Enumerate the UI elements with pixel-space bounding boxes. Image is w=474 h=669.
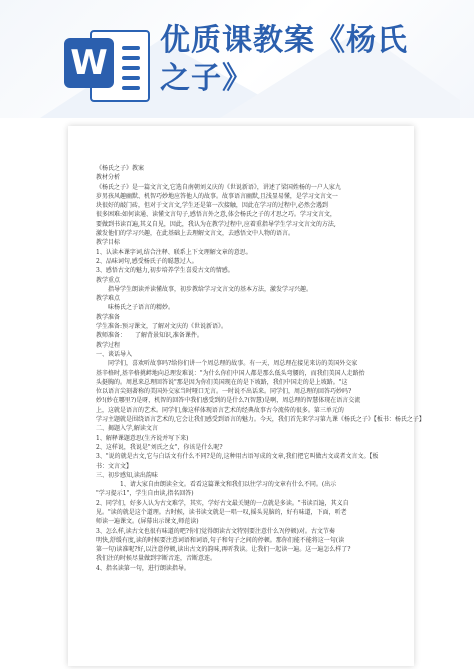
document-line: 激发他们的学习兴趣，在此基础上去理解文言文，去感悟文中人物的语言。	[96, 230, 295, 238]
document-line: 同学们，喜欢听故事吗?给你们讲一个周总理的故事。有一天，周总理在接见来访的美国外交家	[108, 360, 358, 368]
document-line: 见。"读的就是这个道理。古时候，读书读文就是一唱一叹,摇头晃脑的，好有味道，下面，听老	[96, 508, 347, 516]
document-line: 2、品味词句,感受杨氏子的聪慧过人。	[96, 257, 198, 265]
document-line: 二、揭题入学,解读文言	[96, 425, 158, 433]
document-line: 很多困难:如何读通、读懂文言句子,感悟言外之意,体会杨氏之子的才思之巧。学习文言文，	[96, 211, 336, 219]
document-line: 3、感悟古文的魅力,初步培养学生喜爱古文的情感。	[96, 267, 234, 275]
document-line: 要做到书读百遍,其义自见，因此，我认为在教学过程中,应着重指导学生学习文言文的方法,	[96, 220, 336, 228]
document-line: 教学难点	[96, 295, 121, 303]
document-line: 味杨氏之子语言的精妙。	[108, 304, 175, 312]
document-line: 我们注的时候尽量做到字断音连，音断意连。	[96, 555, 217, 563]
document-line: 1、解释课题意思(生齐说并写下来)	[96, 434, 189, 442]
document-line: 学生准备:预习课文，了解对文庆的《世说新语》。	[96, 323, 228, 331]
document-body	[96, 164, 425, 573]
document-line: 头挺胸的。周恩来总理回答说"那是因为你们美国现在的是下坡路，我们中国走的是上坡路。"这	[96, 378, 348, 386]
header-banner	[0, 0, 474, 118]
document-page	[68, 126, 425, 666]
document-line: 位以语言尖刻著称的美国外交家当时哑口无言。一时说不出话来。同学们，周总理的回答巧妙吗?	[96, 388, 352, 396]
document-line: 4、指名读第一句，进行朗读指导。	[96, 564, 190, 572]
document-line: 块很好的敲门砖，但对于文言文,学生还是第一次接触，因此在学习的过程中,必然会遇到	[96, 202, 328, 210]
document-line: 教学目标	[96, 239, 121, 247]
document-line: 《杨氏之子》教案	[96, 165, 145, 172]
word-logo	[64, 28, 148, 100]
document-line: 上，这就是语言的艺术。同学们,像这样体现语言艺术的经典故事古今流传的很多。第三单元的	[96, 406, 344, 414]
document-line: 2、同学们，好多人认为古文难学，其实，学好古文最关键的一点就是多读。"书读百遍，其义自	[96, 499, 349, 507]
document-line: 3、"说的就是古文,它与白话文有什么不同?是的,这种用古语写成的文章,我们把它叫做古文或者文言文。【板	[96, 453, 379, 461]
document-line: 教学重点	[96, 276, 121, 284]
title-line-2: 之子》	[160, 61, 253, 96]
document-line: 教学过程	[96, 341, 121, 349]
document-line: 教学准备	[96, 313, 121, 321]
document-line: 3、怎么样,读古文也很有味道的吧?你们觉得朗读古文特别要注意什么?(停顿)对。古文节奏	[96, 527, 335, 535]
document-line: "学习提示1"，学生自由读,指名回答)	[96, 490, 194, 498]
document-line: 1、请大家自由朗读全文。看看这篇课文和我们以往学习的文章有什么不同。(出示	[120, 481, 337, 489]
document-line: 三、初步感知,读出韵味	[96, 471, 158, 479]
document-line: 教材分析	[96, 174, 121, 182]
document-line: 《杨氏之子》是一篇文言文,它选自南朝刘义庆的《世说新语》，讲述了梁国姓杨的一户人家九	[96, 183, 341, 191]
word-icon: W	[64, 38, 114, 88]
document-line: 教师准备： 了解背景知识,准备课件。	[96, 332, 203, 340]
document-line: 妙!(妙在哪里?)是呀，机智的回答中我们感受到的是什么?(智慧)是啊，周总理的智慧体现在语言交流	[96, 397, 361, 405]
document-line: 1、认读本课字词,结合注释、联系上下文理解文章的意思。	[96, 248, 252, 256]
document-line: 指导学生朗读并读懂故事，初步教给学习文言文的基本方法，激发学习兴趣。	[108, 285, 313, 293]
document-line: 师读一遍课文。(屏幕出示课文,师范读)	[96, 518, 199, 526]
document-line: 明快,舒缓有度,读的时候要注意词语和词语,句子和句子之间的停顿。那你们能不能将这一句(读	[96, 536, 345, 544]
document-line: 2、这样说，我说是"刘氏之女"，你该是什么呢?	[96, 443, 223, 451]
document-line: 岁男孩风趣幽默、机智巧妙地应答他人的故事。故事语言幽默,且浅显易懂，是学习文言文一	[96, 192, 338, 200]
page-title	[160, 22, 460, 98]
document-line: 学习主题就是围绕语言艺术的,它会让我们感受到语言的魅力。今天，我们首先来学习第九课《杨氏之子》【板书：杨氏之子】	[96, 416, 425, 424]
document-line: 第一句)读准呢?好,以注意停顿,读出古文的韵味,再听我读。让我们一起读一遍。这一遍怎么样了?	[96, 546, 351, 554]
title-line-1: 优质课教案《杨氏	[160, 23, 408, 58]
document-line: 书：文言文】	[96, 462, 133, 470]
document-line: 一、谈话导入	[96, 350, 133, 358]
document-line: 基辛格时,基辛格挑衅地向总理发难说："为什么你们中国人都是那么低头弯腰的，而我们美国人走路抬	[96, 369, 365, 377]
